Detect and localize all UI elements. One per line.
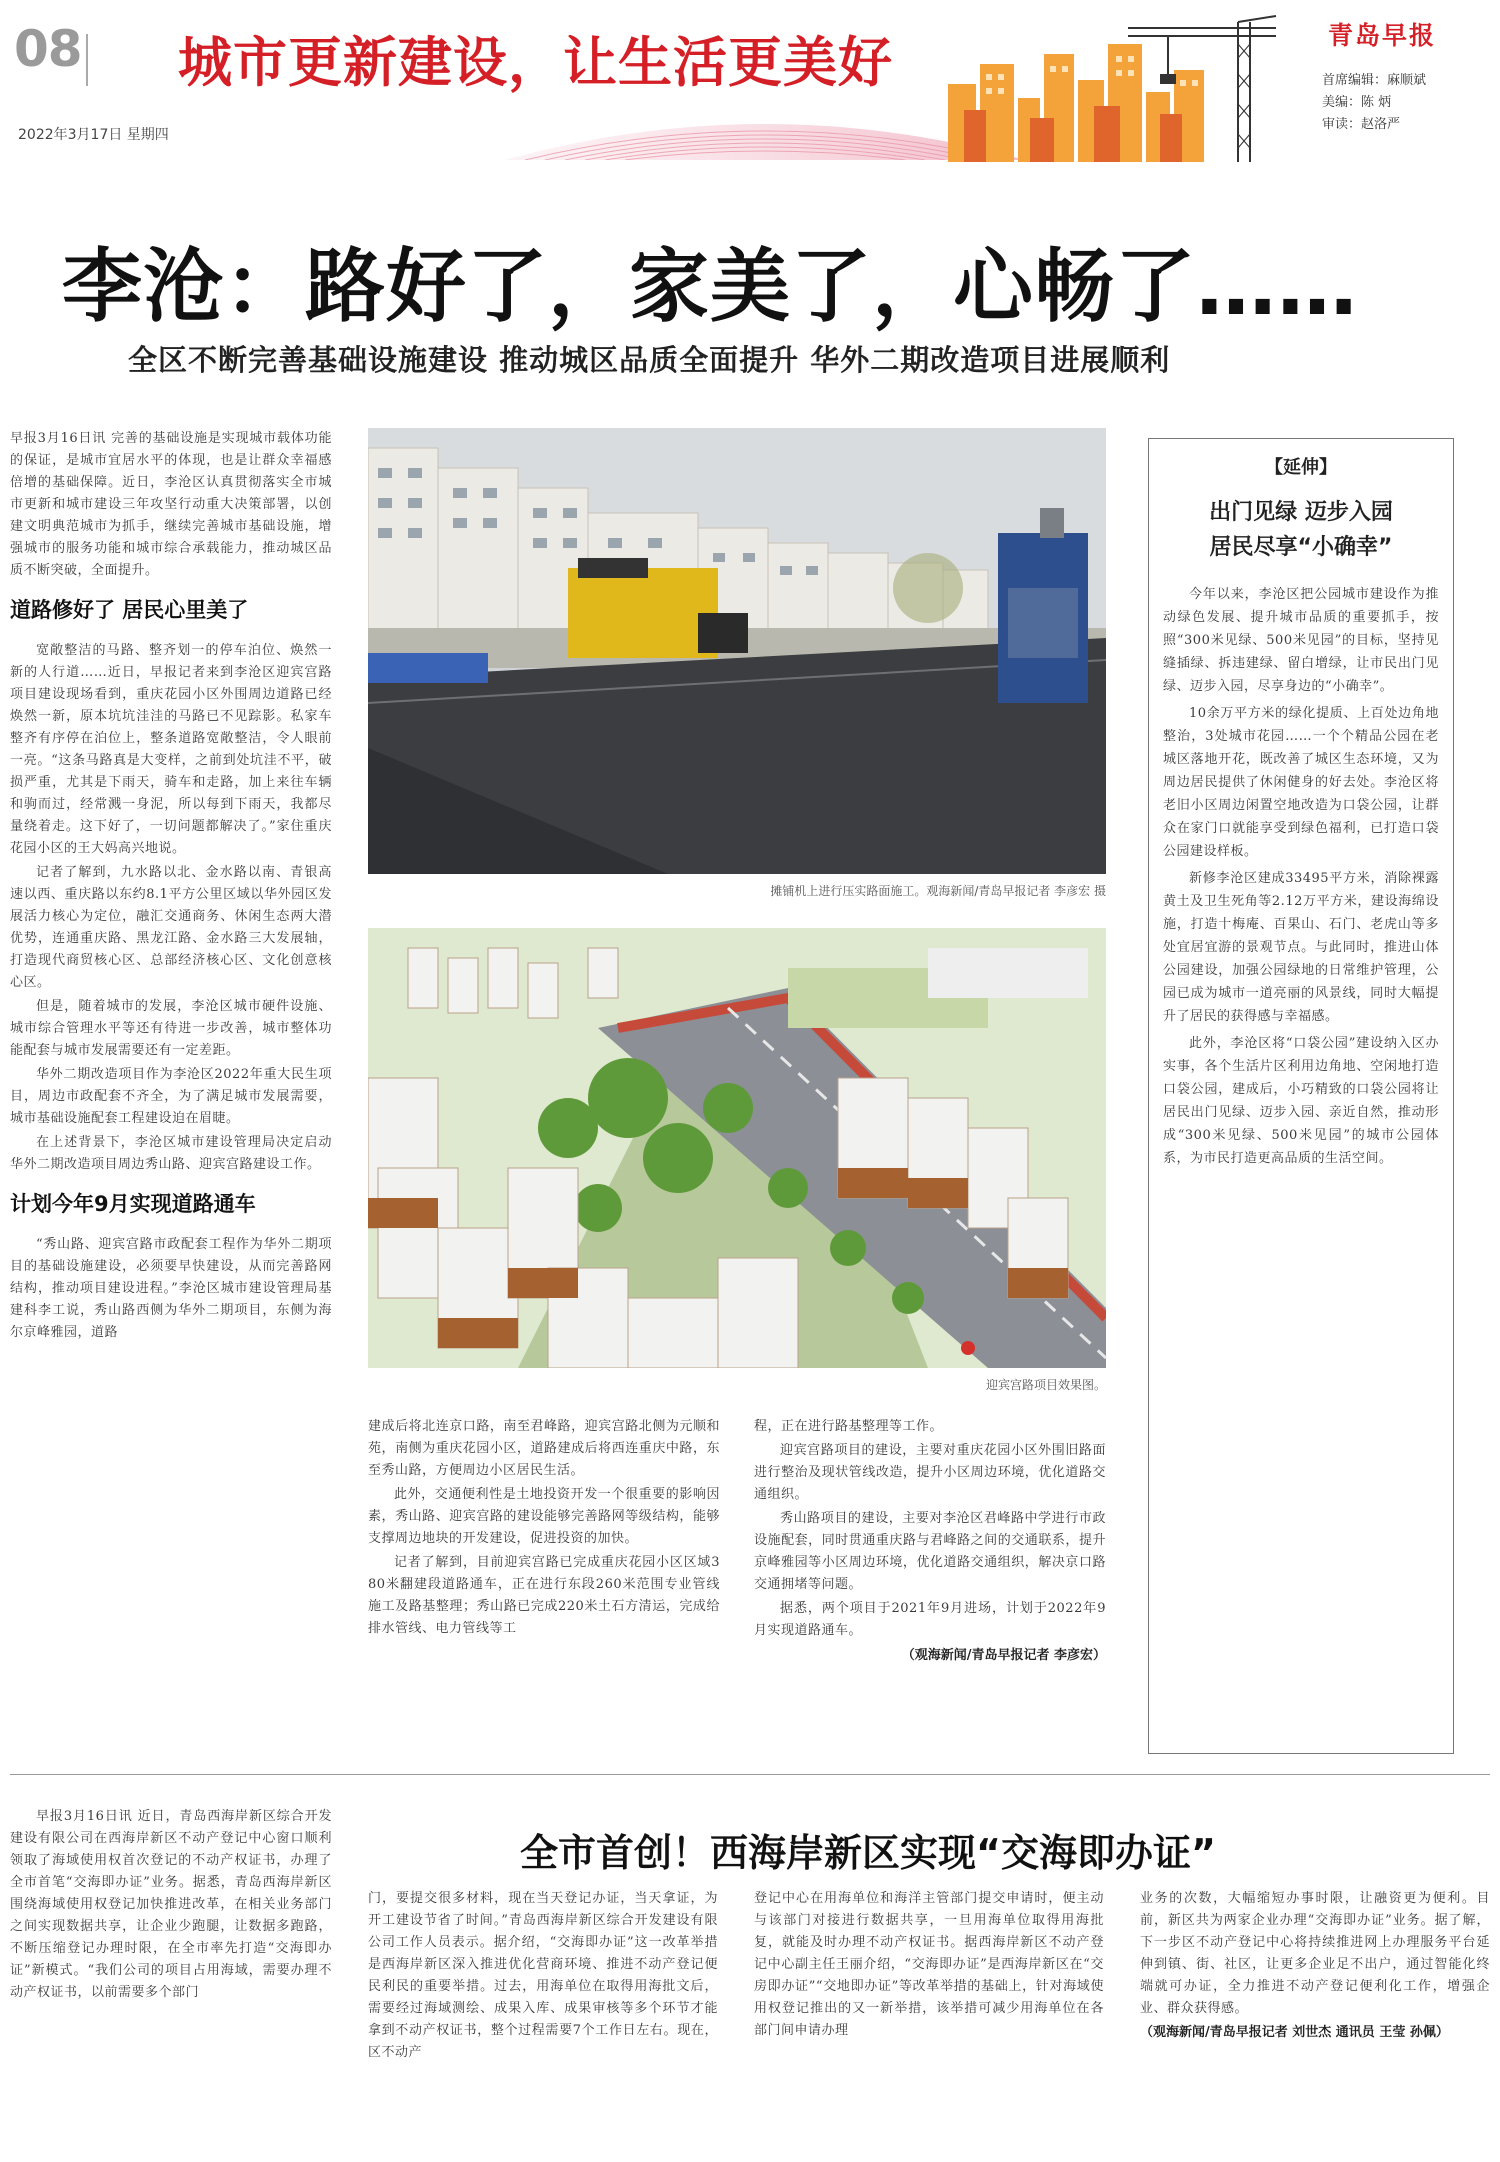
paragraph: 秀山路项目的建设，主要对李沧区君峰路中学进行市政设施配套，同时贯通重庆路与君峰路之间的交通联系，提升京峰雅园等小区周边环境，优化道路交通组织，解决京口路交通拥堵等问题。 (754, 1511, 1106, 1592)
paragraph: 华外二期改造项目作为李沧区2022年重大民生项目，周边市政配套不齐全，为了满足城市发展需要，城市基础设施配套工程建设迫在眉睫。 (10, 1067, 332, 1126)
main-headline: 李沧：路好了，家美了，心畅了…… (62, 240, 1358, 333)
bottom-story-column-2 (368, 1888, 718, 2064)
paragraph: 记者了解到，九水路以北、金水路以南、青银高速以西、重庆路以东约8.1平方公里区域以华外园区发展活力核心为定位，融汇交通商务、休闲生态两大潜优势，连通重庆路、黑龙江路、金水路三大发展轴，打造现代商贸核心区、总部经济核心区、文化创意核心区。 (10, 865, 332, 990)
paragraph: 门，要提交很多材料，现在当天登记办证，当天拿证，为开工建设节省了时间。”青岛西海岸新区综合开发建设有限公司工作人员表示。据介绍，“交海即办证”这一改革举措是西海岸新区深入推进优化营商环境、推进不动产登记便民利民的重要举措。过去，用海单位在取得用海批文后，需要经过海域测绘、成果入库、成果审核等多个环节才能拿到不动产权证书，整个过程需要7个工作日左右。现在，区不动产 (368, 1891, 718, 2060)
sidebar-paragraph: 此外，李沧区将“口袋公园”建设纳入区办实事，各个生活片区利用边角地、空闲地打造口袋公园，建成后，小巧精致的口袋公园将让居民出门见绿、迈步入园、亲近自然，推动形成“300米见绿、500米见园”的城市公园体系，为市民打造更高品质的生活空间。 (1163, 1036, 1439, 1166)
lead-story-column-2 (368, 1416, 720, 1640)
sidebar-tag: 【延伸】 (1265, 457, 1337, 478)
paper-logo (1328, 14, 1436, 54)
bottom-story-column-4 (1140, 1888, 1490, 2044)
paragraph: 记者了解到，目前迎宾宫路已完成重庆花园小区区域380米翻建段道路通车，正在进行东段260米范围专业管线施工及路基整理；秀山路已完成220米土石方清运，完成给排水管线、电力管线等工 (368, 1555, 720, 1636)
paragraph: 但是，随着城市的发展，李沧区城市硬件设施、城市综合管理水平等还有待进一步改善，城市整体功能配套与城市发展需要还有一定差距。 (10, 999, 332, 1058)
subhead-road-open-plan: 计划今年9月实现道路通车 (10, 1192, 256, 1216)
bottom-story-headline: 全市首创！西海岸新区实现“交海即办证” (520, 1831, 1216, 1875)
paragraph: 登记中心在用海单位和海洋主管部门提交申请时，便主动与该部门对接进行数据共享，一旦用海单位取得用海批复，就能及时办理不动产权证书。据西海岸新区不动产登记中心副主任王丽介绍，“交海即办证”是西海岸新区在“交房即办证”“交地即办证”等改革举措的基础上，针对海域使用权登记推出的又一新举措，该举措可减少用海单位在各部门间申请办理 (754, 1891, 1104, 2038)
bottom-story-column-3 (754, 1888, 1104, 2042)
paper-name: 青岛早报 (1328, 21, 1437, 50)
editor-line: 首席编辑：麻顺斌 (1322, 73, 1427, 88)
lead-story-byline: （观海新闻/青岛早报记者 李彦宏） (901, 1648, 1106, 1663)
sidebar-paragraph: 10余万平方米的绿化提质、上百处边角地整治，3处城市花园……一个个精品公园在老城区落地开花，既改善了城区生态环境，又为周边居民提供了休闲健身的好去处。李沧区将老旧小区周边闲置空地改造为口袋公园，让群众在家门口就能享受到绿色福利，已打造口袋公园建设样板。 (1163, 706, 1439, 859)
sidebar-title-line-1: 出门见绿 迈步入园 (1209, 500, 1393, 525)
sidebar-paragraph: 今年以来，李沧区把公园城市建设作为推动绿色发展、提升城市品质的重要抓手，按照“300米见绿、500米见园”的目标，坚持见缝插绿、拆违建绿、留白增绿，让市民出门见绿、迈步入园，尽享身边的“小确幸”。 (1163, 587, 1439, 694)
paragraph: 在上述背景下，李沧区城市建设管理局决定启动华外二期改造项目周边秀山路、迎宾宫路建设工作。 (10, 1135, 332, 1172)
section-banner-title: 城市更新建设，让生活更美好 (178, 30, 893, 94)
headline-deck: 全区不断完善基础设施建设 推动城区品质全面提升 华外二期改造项目进展顺利 (128, 343, 1171, 377)
paragraph: 宽敞整洁的马路、整齐划一的停车泊位、焕然一新的人行道……近日，早报记者来到李沧区迎宾宫路项目建设现场看到，重庆花园小区外围周边道路已经焕然一新，原本坑坑洼洼的马路已不见踪影。私家车整齐有序停在泊位上，整条道路宽敞整洁，令人眼前一亮。“这条马路真是大变样，之前到处坑洼不平，破损严重，尤其是下雨天，骑车和走路，加上来往车辆和驹而过，经常溅一身泥，所以每到下雨天，我都尽量绕着走。这下好了，一切问题都解决了。”家住重庆花园小区的王大妈高兴地说。 (10, 643, 332, 856)
editor-credits (1322, 70, 1492, 136)
paragraph: 迎宾宫路项目的建设，主要对重庆花园小区外围旧路面进行整治及现状管线改造，提升小区周边环境，优化道路交通组织。 (754, 1443, 1106, 1502)
subhead-road-repaired: 道路修好了 居民心里美了 (10, 598, 249, 622)
banner-skyline-graphic (938, 14, 1278, 162)
paragraph: 程，正在进行路基整理等工作。 (754, 1419, 944, 1434)
lead-story-column-1 (10, 428, 332, 1344)
review-line: 审读：赵洛严 (1322, 117, 1401, 132)
sidebar-title-line-2: 居民尽享“小确幸” (1209, 535, 1393, 560)
paragraph: 此外，交通便利性是土地投资开发一个很重要的影响因素，秀山路、迎宾宫路的建设能够完善路网等级结构，能够支撑周边地块的开发建设，促进投资的加快。 (368, 1487, 720, 1546)
photo-1-caption: 摊铺机上进行压实路面施工。观海新闻/青岛早报记者 李彦宏 摄 (770, 884, 1106, 898)
art-editor-line: 美编：陈 炳 (1322, 95, 1392, 110)
paragraph: 据悉，两个项目于2021年9月进场，计划于2022年9月实现道路通车。 (754, 1601, 1106, 1638)
photo-2-caption: 迎宾宫路项目效果图。 (985, 1378, 1106, 1392)
bottom-story-byline: （观海新闻/青岛早报记者 刘世杰 通讯员 王莹 孙佩） (1140, 2025, 1449, 2040)
lead-story-column-3 (754, 1416, 1106, 1663)
paragraph: 业务的次数，大幅缩短办事时限，让融资更为便利。目前，新区共为两家企业办理“交海即办证”业务。据了解，下一步区不动产登记中心将持续推进网上办理服务平台延伸到镇、街、社区，让更多企业足不出户，通过智能化终端就可办证，全力推进不动产登记便利化工作，增强企业、群众获得感。 (1140, 1891, 1490, 2016)
page-number: 08 (14, 20, 82, 78)
road-paving-photo (368, 428, 1106, 874)
bottom-story-column-1 (10, 1806, 332, 2004)
paragraph: 早报3月16日讯 近日，青岛西海岸新区综合开发建设有限公司在西海岸新区不动产登记中心窗口顺利领取了海域使用权首次登记的不动产权证书，办理了全市首笔“交海即办证”业务。据悉，青岛西海岸新区围绕海域使用权登记加快推进改革，在相关业务部门之间实现数据共享，让企业少跑腿，让数据多跑路，不断压缩登记办理时限，在全市率先打造“交海即办证”新模式。“我们公司的项目占用海域，需要办理不动产权证书，以前需要多个部门 (10, 1809, 332, 2000)
paragraph: “秀山路、迎宾宫路市政配套工程作为华外二期项目的基础设施建设，必须要早快建设，从而完善路网结构，推动项目建设进程。”李沧区城市建设管理局基建科李工说，秀山路西侧为华外二期项目，东侧为海尔京峰雅园，道路 (10, 1237, 332, 1340)
paragraph: 建成后将北连京口路，南至君峰路，迎宾宫路北侧为元顺和苑，南侧为重庆花园小区，道路建成后将西连重庆中路，东至秀山路，方便周边小区居民生活。 (368, 1419, 720, 1478)
page-number-divider (86, 34, 88, 86)
sidebar-paragraph: 新修李沧区建成33495平方米，消除裸露黄土及卫生死角等2.12万平方米，建设海绵设施，打造十梅庵、百果山、石门、老虎山等多处宜居宜游的景观节点。与此同时，推进山体公园建设，加强公园绿地的日常维护管理，公园已成为城市一道亮丽的风景线，同时大幅提升了居民的获得感与幸福感。 (1163, 871, 1439, 1024)
road-project-rendering (368, 928, 1106, 1368)
lead-paragraph: 早报3月16日讯 完善的基础设施是实现城市载体功能的保证，是城市宜居水平的体现，也是让群众幸福感倍增的基础保障。近日，李沧区认真贯彻落实全市城市更新和城市建设三年攻坚行动重大决策部署，以创建文明典范城市为抓手，继续完善城市基础设施，增强城市的服务功能和城市综合承载能力，推动城区品质不断突破，全面提升。 (10, 431, 332, 578)
section-divider (10, 1774, 1490, 1775)
sidebar-box (1148, 438, 1454, 1754)
issue-date: 2022年3月17日 星期四 (18, 127, 169, 143)
